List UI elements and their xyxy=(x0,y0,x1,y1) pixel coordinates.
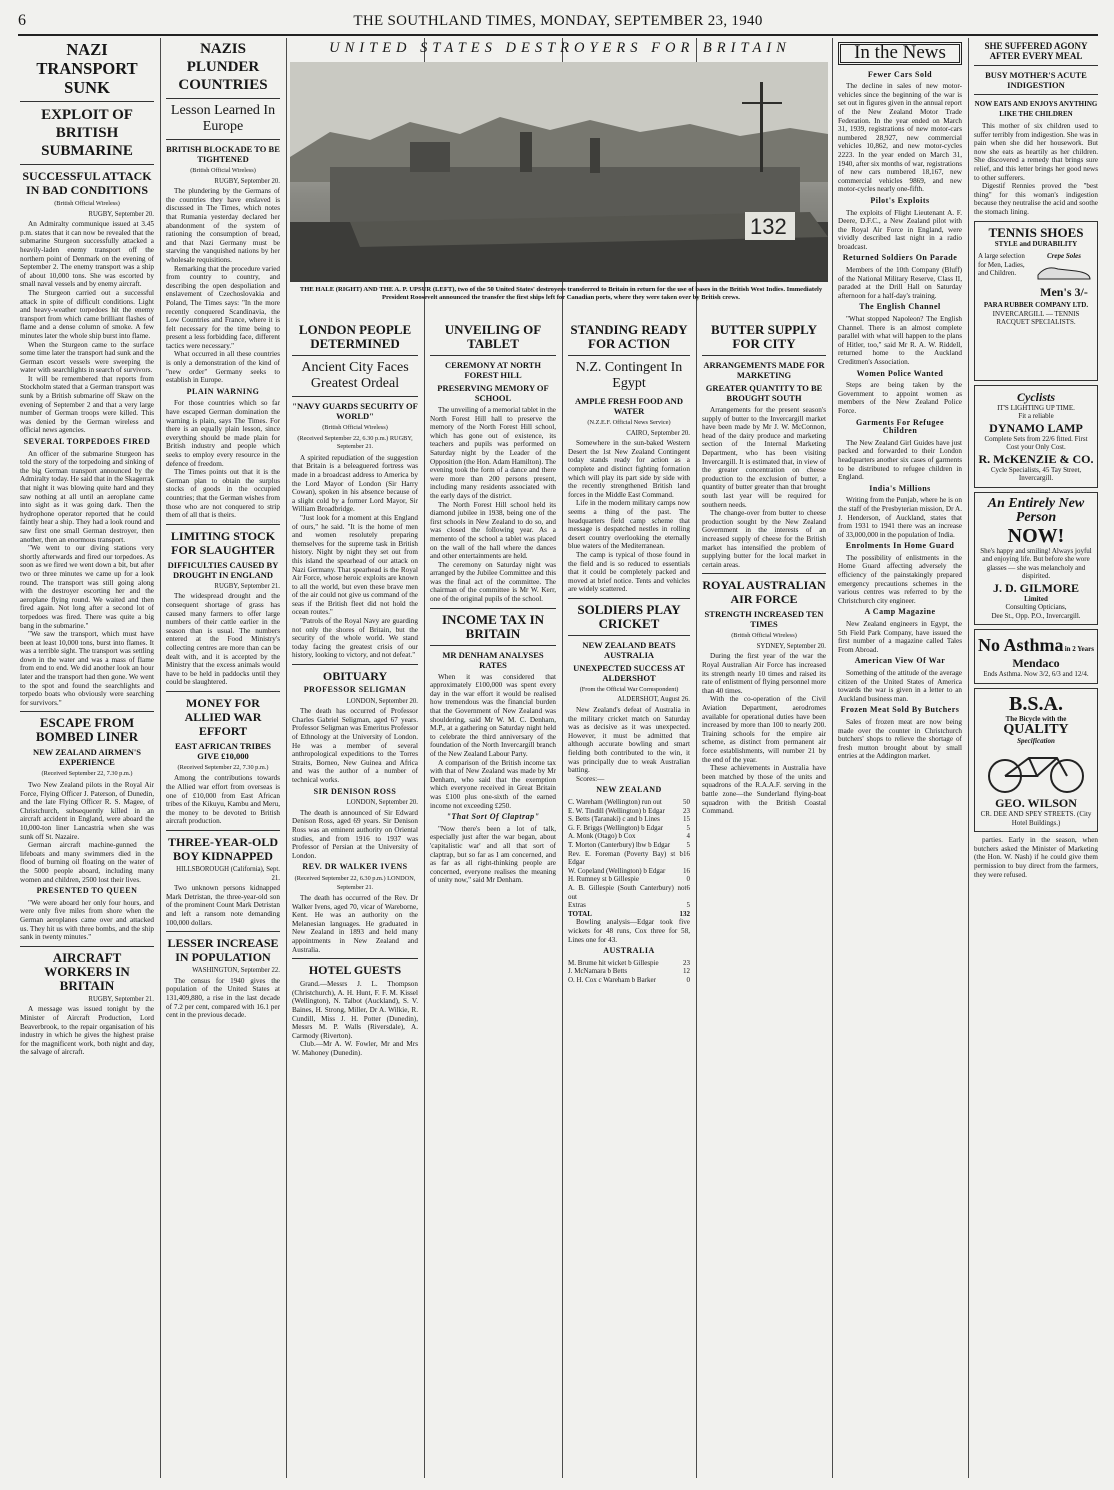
dateline: WASHINGTON, September 22. xyxy=(192,967,280,975)
headline: LESSER INCREASE IN POPULATION xyxy=(167,936,279,965)
headline: STANDING READY FOR ACTION xyxy=(570,322,688,351)
deck: CEREMONY AT NORTH FOREST HILL xyxy=(445,360,541,380)
score-row xyxy=(568,824,690,833)
batsman-runs: 6 xyxy=(686,883,690,892)
column-1 xyxy=(20,38,154,1478)
deck: EAST AFRICAN TRIBES GIVE £10,000 xyxy=(174,740,272,761)
paragraph: The North Forest Hill school held its diamond jubilee in 1938, being one of the first schools in New Zealand to do so, and was closed the following year. As a memento of the school a tablet was placed on the wall of the hall where the dances and other entertainments are held. xyxy=(430,500,556,561)
ad-text: The Bicycle with the xyxy=(1005,714,1067,723)
bicycle-icon xyxy=(981,746,1091,794)
paragraph: The exploits of Flight Lieutenant A. F. Deere, D.F.C., a New Zealand pilot with the Royal Air Force in England, were vividly described last night in a radio broadcast. xyxy=(838,208,962,251)
headline: LIMITING STOCK FOR SLAUGHTER xyxy=(170,528,276,557)
subhead: "That Sort Of Claptrap" xyxy=(446,812,540,822)
batsman-name: T. Morton (Canterbury) lbw b Edgar xyxy=(568,840,671,849)
paragraph: Bowling analysis—Edgar took five wickets for 48 runs, Cox three for 58, Lines one for 43. xyxy=(568,918,690,944)
optician-ad xyxy=(974,492,1098,626)
deck: UNEXPECTED SUCCESS AT ALDERSHOT xyxy=(573,662,685,683)
deck: STRENGTH INCREASED TEN TIMES xyxy=(704,609,824,630)
dateline: RUGBY, September 21. xyxy=(214,582,280,590)
batsman-runs: 5 xyxy=(686,823,690,832)
paragraph: With the co-operation of the Civil Aviation Department, aerodromes available for operational duties have been increased by more than 100 to nearly 200. Training schools for the empire air scheme, as distinct from permanent air force establishments, will number 21 by the end of the year. xyxy=(702,695,826,764)
paragraph: A spirited repudiation of the suggestion that Britain is a beleaguered fortress was made in a broadcast address to America by the Lord Mayor of London (Sir Harry Cowan), spoken in his absence because of a slight cold by a former Lord Mayor, Sir William Broadbridge. xyxy=(292,453,418,514)
batsman-runs: 0 xyxy=(686,875,690,884)
paragraph: Writing from the Punjab, where he is on the staff of the Presbyterian mission, Dr A. J. Henderson, of Auckland, states that from 1931 to 1941 there was an increase of 33,000,000 in the population of India. xyxy=(838,496,962,539)
ad-paragraph: This mother of six children used to suffer terribly from indigestion. She was in pain when she did her housework. But now she eats as heartily as her children. She discovered a remedy that brings sure relief, and this letter brings her good news to other sufferers. xyxy=(974,122,1098,182)
paragraph: "We were aboard her only four hours, and were only five miles from shore when the German aeroplanes came over and attacked us. They hit us with three bombs, and the ship sank in twenty minutes." xyxy=(20,898,154,942)
ad-text: Fit a reliable xyxy=(1018,412,1054,421)
paragraph: "What stopped Napoleon? The English Channel. There is an almost complete parallel with what will happen to the plans of Hitler, too," said Mr R. A. W. Riddell, returned home to the Auckland Creditmen's Association. xyxy=(838,315,962,366)
paragraph: Two unknown persons kidnapped Mark Detristan, the three-year-old son of the prominent Count Mark Detristan and left a ransom note demanding 100,000 dollars. xyxy=(166,884,280,927)
paragraph: The death has occurred of Professor Charles Gabriel Seligman, aged 67 years. Professor Seligman was Emeritus Professor of Ethnology at the University of London. He was a member of several anthropological expeditions to the Torres Straits, Borneo, New Guinea and Africa and was the author of a number of technical works. xyxy=(292,707,418,784)
subhead: A Camp Magazine xyxy=(864,607,936,617)
scorecard xyxy=(568,959,690,985)
masthead xyxy=(18,8,1098,36)
batsman-name: A. B. Gillespie (South Canterbury) not out xyxy=(568,883,687,901)
headline: LONDON PEOPLE DETERMINED xyxy=(298,322,412,351)
shoe-icon xyxy=(1036,261,1092,283)
batsman-runs: 16 xyxy=(683,866,690,875)
headline: NAZI TRANSPORT SUNK xyxy=(36,40,138,97)
subhead: American View Of War xyxy=(854,656,946,666)
ad-text: Limited xyxy=(1024,594,1048,603)
wire-credit: (British Official Wireless) xyxy=(54,200,120,207)
tennis-shoes-ad xyxy=(974,221,1098,381)
dateline: RUGBY, September 20. xyxy=(88,210,154,218)
subhead: Frozen Meat Sold By Butchers xyxy=(840,705,960,715)
paragraph: "We saw the transport, which must have been at least 10,000 tons, burst into flames. It was a terrible sight. The transport was settling down in the water and was a mass of flame from end to end. We did another look an hour later and the transport had then gone. We went to the spot and found the searchlights and torpedo boats who obviously were searching for survivors." xyxy=(20,630,154,707)
score-row xyxy=(568,959,690,968)
paragraph: "Just look for a moment at this England of ours," he said. "It is the home of men and women resolutely preparing themselves for the supreme task in British history. Night by night they set out from this island the spearhead of our attack on Nazi Germany. That spearhead is the Royal Air Force, whose heroic exploits are known to all the world, but even these brave men of the air could not give us command of the seas if the British fleet did not hold the ocean routes." xyxy=(292,513,418,617)
score-row xyxy=(568,850,690,867)
masthead-title: THE SOUTHLAND TIMES, MONDAY, SEPTEMBER 23, 1940 xyxy=(353,13,763,29)
headline: THREE-YEAR-OLD BOY KIDNAPPED xyxy=(167,835,278,864)
paragraph: "Patrols of the Royal Navy are guarding not only the shores of Britain, but the security of the whole world. We stand today facing the greatest crisis of our history, looking to victory, and not defeat." xyxy=(292,617,418,660)
column-2 xyxy=(166,38,280,1478)
batsman-runs: 12 xyxy=(683,967,690,976)
ad-price: Men's 3/- xyxy=(1040,285,1088,300)
scorecard xyxy=(568,798,690,910)
deck: PRESERVING MEMORY OF SCHOOL xyxy=(437,383,549,403)
batsman-runs: 15 xyxy=(683,815,690,824)
ad-company: R. McKENZIE & CO. xyxy=(978,451,1094,466)
paragraph: Members of the 10th Company (Bluff) of the National Military Reserve, Class II, paraded at the Drill Hall on Saturday afternoon for a half-day's training. xyxy=(838,266,962,300)
batsman-name: M. Brume hit wicket b Gillespie xyxy=(568,958,659,967)
headline: NAZIS PLUNDER COUNTRIES xyxy=(178,41,268,93)
paragraph: The census for 1940 gives the population of the United States at 131,409,880, a rise in the last decade of 7.2 per cent, compared with 16.1 per cent in the previous decade. xyxy=(166,976,280,1020)
paragraph: Something of the attitude of the average citizen of the United States of America towards the war is given in a letter to an Auckland business man. xyxy=(838,669,962,703)
paragraph: Life in the modern military camps now seems a thing of the past. The headquarters field camp scheme that message is despatched nestles in rolling desert country overlooking the eternally blue waters of the Mediterranean. xyxy=(568,499,690,551)
team-heading: AUSTRALIA xyxy=(603,946,655,956)
paragraph: New Zealand engineers in Egypt, the 5th Field Park Company, have issued the first number of a magazine called Tales From Abroad. xyxy=(838,620,962,654)
paragraph: Remarking that the procedure varied from country to country, and describing the open despoliation and enslavement of Czechoslovakia and Poland, The Times says: "In the more recently conquered Scandinavia, the Low Countries and France, where it is felt necessary for the time being to present a less forbidding face, different tactics were necessary." xyxy=(166,264,280,350)
paragraph: "Now there's been a lot of talk, especially just after the war began, about 'capitalistic war' and all that sort of claptrap, but so far as I am concerned, and as far as all right-thinking people are concerned, everyone realises the meaning of unity now," said Mr Denham. xyxy=(430,824,556,885)
paragraph: Arrangements for the present season's supply of butter to the Invercargill market have been made by Mr J. W. McConnon, head of the dairy produce and marketing section of the Internal Marketing Department, who has been visiting Invercargill. It is estimated that, in view of the greater concentration on cheese production to the exclusion of butter, a quantity of butter greater than that brought south last year will be required for southern needs. xyxy=(702,406,826,509)
ad-text: Complete Sets from 22/6 fitted. First Cost your Only Cost. xyxy=(984,434,1088,452)
subhead: SEVERAL TORPEDOES FIRED xyxy=(23,437,151,447)
total-value: 132 xyxy=(679,909,690,918)
dateline: ALDERSHOT, August 26. xyxy=(617,696,690,704)
batsman-name: C. Wareham (Wellington) run out xyxy=(568,798,662,806)
ad-subtitle: STYLE and DURABILITY xyxy=(994,239,1078,248)
dateline: (Received September 22, 6.30 p.m.) RUGBY, September 21. xyxy=(297,434,413,451)
ad-deck: NOW EATS AND ENJOYS ANYTHING LIKE THE CHILDREN xyxy=(974,100,1098,118)
batsman-runs: 0 xyxy=(686,975,690,984)
subhead: Women Police Wanted xyxy=(856,368,944,378)
batsman-name: G. F. Briggs (Wellington) b Edgar xyxy=(568,823,664,832)
batsman-runs: 4 xyxy=(686,832,690,841)
score-total xyxy=(568,910,690,919)
subhead: SIR DENISON ROSS xyxy=(313,786,397,796)
team-heading: NEW ZEALAND xyxy=(596,785,662,795)
headline: HOTEL GUESTS xyxy=(308,963,402,978)
paragraph: When the Sturgeon came to the surface some time later the transport had sunk and the German escort vessels were sweeping the water with searchlights in search of survivors. xyxy=(20,340,154,375)
ad-text: She's happy and smiling! Always joyful and enjoying life. But before she wore glasses — she was melancholy and dispirited. xyxy=(980,546,1092,581)
paragraph: Somewhere in the sun-baked Western Desert the 1st New Zealand Contingent today stands ready for action as a complete and distinct fighting formation which will play its part side by side with the recently strengthened British land forces in the Middle East Command. xyxy=(568,439,690,499)
ad-text: INVERCARGILL — TENNIS RACQUET SPECIALISTS. xyxy=(992,309,1080,327)
paragraph: The Times points out that it is the German plan to obtain the surplus stocks of goods in the occupied countries; that the German wishes from those who are not conquered to strip them of all that is theirs. xyxy=(166,468,280,520)
subhead: Garments For Refugee Children xyxy=(855,417,945,436)
batsman-name: O. H. Cox c Wareham b Barker xyxy=(568,975,656,984)
paragraph: parties. Early in the season, when butchers asked the Minister of Marketing (the Hon. W. Nash) if he could give them permission to buy direct from the farmers, they were refused. xyxy=(974,836,1098,879)
deck: AMPLE FRESH FOOD AND WATER xyxy=(575,396,683,416)
deck: ARRANGEMENTS MADE FOR MARKETING xyxy=(703,360,825,380)
wire-credit: (N.Z.E.F. Official News Service) xyxy=(587,419,671,426)
paragraph: Two New Zealand pilots in the Royal Air Force, Flying Officer J. Paterson, of Dunedin, and the late Flying Officer R. S. Magee, of Christchurch, subsequently killed in an aircraft accident in England, were aboard the 10,000-ton liner Lancastria when she was sunk off St. Nazaire. xyxy=(20,781,154,841)
subhead: REV. DR WALKER IVENS xyxy=(302,862,408,872)
column-rule xyxy=(832,38,833,1478)
ad-text: QUALITY xyxy=(1003,722,1069,738)
batsman-name: A. Monk (Otago) b Cox xyxy=(568,832,636,841)
ad-company: J. D. GILMORE xyxy=(992,580,1079,595)
headline: SOLDIERS PLAY CRICKET xyxy=(577,601,681,631)
headline: MONEY FOR ALLIED WAR EFFORT xyxy=(184,695,262,738)
subhead: The English Channel xyxy=(859,302,941,312)
paragraph: The death has occurred of the Rev. Dr Walker Ivens, aged 70, vicar of Wareborne, Kent. He was an authority on the Melanesian languages. He graduated in New Zealand in 1893 and held many appointments in New Zealand and Australia. xyxy=(292,894,418,954)
paragraph: An officer of the submarine Sturgeon has told the story of the torpedoing and sinking of the big German transport announced by the Admiralty today. He said that in the Skagerrak that night it was blowing quite hard and they saw nothing at all until an aeroplane came into sight as it was going dark. Then the hydrophone operator reported that he could faintly hear a ship. They had a look round and saw first one small German destroyer, then another, then an enormous transport. xyxy=(20,449,154,544)
ad-product: DYNAMO LAMP xyxy=(989,420,1083,435)
hull-number: 132 xyxy=(750,214,787,239)
subhead: Returned Soldiers On Parade xyxy=(842,253,958,263)
wire-credit: (From the Official War Correspondent) xyxy=(579,685,679,693)
subhead: India's Millions xyxy=(869,483,931,493)
paragraph: The camp is typical of those found in the field and is so reduced to essentials that it could be completely packed and moved at brief notice. Tents and vehicles are widely scattered. xyxy=(568,550,690,594)
ad-title: TENNIS SHOES xyxy=(988,224,1084,240)
paragraph: The death is announced of Sir Edward Denison Ross, aged 69 years. Sir Denison Ross was an eminent authority on Oriental studies, and from 1916 to 1937 was Professor of Persian at the University of London. xyxy=(292,808,418,860)
deck: NEW ZEALAND AIRMEN'S EXPERIENCE xyxy=(32,747,141,768)
ad-title: in 2 Years xyxy=(1064,645,1094,654)
paragraph: New Zealand's defeat of Australia in the military cricket match on Saturday was as decisive as it was unexpected. However, it must be admitted that although accurate bowling and smart fielding both contributed to the win, it was principally due to weak Australian batting. xyxy=(568,706,690,775)
paragraph: An Admiralty communique issued at 3.45 p.m. states that it can now be revealed that the submarine Sturgeon successfully attacked a heavily-laden enemy transport off the northern point of Denmark on the evening of September 2. The enemy transport was a ship of about 10,000 tons. She was escorted by small naval vessels and by enemy aircraft. xyxy=(20,220,154,289)
headline: INCOME TAX IN BRITAIN xyxy=(441,611,545,641)
dateline: RUGBY, September 21. xyxy=(88,995,154,1003)
batsman-runs: 16 xyxy=(683,849,690,858)
subhead: Enrolments In Home Guard xyxy=(845,541,955,551)
ad-title: Cyclists xyxy=(1017,389,1055,404)
headline: OBITUARY xyxy=(322,669,388,684)
batsman-runs: 50 xyxy=(683,798,690,806)
column-rule xyxy=(286,38,287,1478)
batsman-name: S. Betts (Taranaki) c and b Lines xyxy=(568,815,660,824)
ad-text: A large selection for Men, Ladies, and Children. xyxy=(978,252,1025,278)
headline: ROYAL AUSTRALIAN AIR FORCE xyxy=(702,578,826,607)
total-label: TOTAL xyxy=(568,909,592,918)
paragraph: "We went to our diving stations very shortly afterwards and fired our torpedoes. As soon as we fired we went down a bit, but after two or three minutes we came up for a look round. The transport was still going along with the destroyer escorting her and the aeroplane flying round. We waited and then fired again. Not long after a second lot of torpedoes was fired. There was quite a big bang in the submarine." xyxy=(20,544,154,630)
batsman-name: H. Rumney st b Gillespie xyxy=(568,875,639,884)
column-rule xyxy=(968,38,969,1478)
dynamo-lamp-ad xyxy=(974,385,1098,488)
subheadline: N.Z. Contingent In Egypt xyxy=(575,360,683,391)
score-row xyxy=(568,884,690,901)
paragraph: For those countries which so far have escaped German domination the warning is plain, says The Times. For there is an equally plain lesson, since everything should be made plain for British industry and people which seeks to employ every resource in the defence of freedom. xyxy=(166,399,280,468)
deck: DIFFICULTIES CAUSED BY DROUGHT IN ENGLAND xyxy=(167,559,279,580)
photo-caption: THE HALE (RIGHT) AND THE A. P. UPSUR (LEFT), two of the 50 United States' destroyers transferred to Britain in return for the use of bases in the British West Indies. Immediately President Roosevelt announced the transfer the first ships left for Canadian ports, where they were taken over by British crews. xyxy=(299,286,823,301)
ad-text: CR. DEE AND SPEY STREETS. (City Hotel Buildings.) xyxy=(980,810,1092,827)
paragraph: A message was issued tonight by the Minister of Aircraft Production, Lord Beaverbrook, to the repair organisation of his industry in which he gives the highest praise for the magnificent work, both night and day, the salvage of aircraft. xyxy=(20,1005,154,1057)
score-row xyxy=(568,807,690,816)
photo-banner: UNITED STATES DESTROYERS FOR BRITAIN xyxy=(329,40,791,56)
subhead: PLAIN WARNING xyxy=(186,386,260,396)
paragraph: A comparison of the British income tax with that of New Zealand was made by Mr Denham, who said that the exemption which everyone received in Great Britain was £100 plus one-sixth of the earned income not exceeding £250. xyxy=(430,758,556,810)
score-row xyxy=(568,798,690,807)
dateline: LONDON, September 20. xyxy=(346,799,418,807)
bsa-bicycle-ad xyxy=(974,688,1098,833)
batsman-name: W. Copeland (Wellington) b Edgar xyxy=(568,866,666,875)
paragraph: It will be remembered that reports from Stockholm stated that a German transport was sunk by a British submarine off Skaw on the evening of September 2 and that a very large number of German troops were killed. This was denied by the German wireless and official news agencies. xyxy=(20,374,154,435)
column-6 xyxy=(702,320,826,1478)
batsman-name: E. W. Tindill (Wellington) b Edgar xyxy=(568,806,665,815)
deck: "NAVY GUARDS SECURITY OF WORLD" xyxy=(292,401,418,421)
dateline: SYDNEY, September 20. xyxy=(756,642,826,650)
paragraph: These achievements in Australia have been matched by those of the units and squadrons of the R.A.A.F. serving in the battle zone—the Sunderland flying-boat squadron with the British Coastal Command. xyxy=(702,764,826,816)
column-3 xyxy=(292,320,418,1478)
paragraph: When it was considered that approximately £100,000 was spent every day in the war effort it would be realised how tremendous was the financial burden that the Government of New Zealand was shouldering, said Mr W. M. C. Denham, M.P., at a gathering on Saturday night held to celebrate the third anniversary of the foundation of the North Invercargill branch of the New Zealand Labour Party. xyxy=(430,672,556,758)
ad-title: NOW! xyxy=(1007,524,1065,547)
ad-text: Specification xyxy=(1017,737,1055,746)
deck: MR DENHAM ANALYSES RATES xyxy=(442,649,544,670)
score-row xyxy=(568,815,690,824)
paragraph: The possibility of enlistments in the Home Guard affecting adversely the efficiency of the painstakingly prepared emergency precautions schemes in the various centres was referred to by the Christchurch city engineer. xyxy=(838,553,962,605)
paragraph: Grand.—Messrs J. L. Thompson (Christchurch), A. H. Hunt, F. F. M. Kissel (Wellington), N. Talbot (Auckland), S. V. Baines, H. Strong, Miller, Dr A. Wilkie, R. Cundill, Miss J. H. Potter (Dunedin), Messrs M. P. Walls (Riversdale), A. Carmody (Riverton). xyxy=(292,980,418,1040)
ad-subheadline: BUSY MOTHER'S ACUTE INDIGESTION xyxy=(985,70,1087,90)
deck: NEW ZEALAND BEATS AUSTRALIA xyxy=(582,639,676,660)
paragraph: Sales of frozen meat are now being made over the counter in Christchurch butchers' shops to relieve the shortage of fresh mutton brought about by small entries at the Addington market. xyxy=(838,717,962,761)
ad-title: B.S.A. xyxy=(1009,692,1063,715)
paragraph: During the first year of the war the Royal Australian Air Force has increased its strength nearly 10 times and raised its rate of enlistment of flying personnel more than 40 times. xyxy=(702,652,826,695)
asthma-ad xyxy=(974,629,1098,684)
score-row xyxy=(568,867,690,876)
ad-paragraph: Digestif Rennies proved the "best thing" for this woman's indigestion because they neutralise the acid and soothe the stomach lining. xyxy=(974,182,1098,216)
in-the-news-title: In the News xyxy=(838,42,962,65)
score-row xyxy=(568,967,690,976)
dateline: LONDON, September 20. xyxy=(346,697,418,705)
ad-text: Ends Asthma. Now 3/2, 6/3 and 12/4. xyxy=(983,670,1089,679)
column-8-ads xyxy=(974,38,1098,1478)
batsman-name: Rev. E. Foreman (Poverty Bay) st b Edgar xyxy=(568,849,683,867)
deck: SUCCESSFUL ATTACK IN BAD CONDITIONS xyxy=(22,169,152,197)
paragraph: The change-over from butter to cheese production sought by the New Zealand Government in the interests of an increased supply of cheese for the British market has intensified the problem of supplying butter for the local market in certain areas. xyxy=(702,509,826,569)
ad-company: GEO. WILSON xyxy=(995,796,1077,811)
dateline: CAIRO, September 20. xyxy=(626,429,690,437)
destroyer-photo xyxy=(290,62,828,282)
ad-text: IT'S LIGHTING UP TIME. xyxy=(997,403,1075,412)
destroyer-ship-image xyxy=(290,62,828,282)
ad-title: An Entirely New Person xyxy=(987,495,1085,525)
subhead: PRESENTED TO QUEEN xyxy=(36,886,138,896)
column-4 xyxy=(430,320,556,1478)
dateline: HILLSBOROUGH (California), Sept. 21. xyxy=(176,866,280,882)
paragraph: What occurred in all these countries is only a demonstration of the kind of "new order" Germany seeks to establish in Europe. xyxy=(166,350,280,385)
deck: GREATER QUANTITY TO BE BROUGHT SOUTH xyxy=(705,383,823,403)
batsman-name: J. McNamara b Betts xyxy=(568,967,628,976)
dateline: (Received September 22, 6.30 p.m.) LONDON, September 21. xyxy=(294,874,416,891)
paragraph: The decline in sales of new motor-vehicles since the beginning of the war is set out in figures given in the annual report of the New Zealand Motor Trade Federation. In the year ended on March 31, 1939, registrations of new motor-cars numbered 28,927, new commercial vehicles 10,862, and new motor-cycles 2223. In the year ended on March 31, 1940, after six months of war, registrations of new cars numbered 18,167, new commercial vehicles 9869, and new motor-cycles nearly one-fifth. xyxy=(838,82,962,194)
headline: AIRCRAFT WORKERS IN BRITAIN xyxy=(44,949,130,993)
subheadline: Lesson Learned In Europe xyxy=(170,103,276,134)
paragraph: German aircraft machine-gunned the lifeboats and many swimmers died in the flood of burning oil floating on the water of the 5000 people aboard, including many women and children, 2500 lost their lives. xyxy=(20,841,154,884)
column-rule xyxy=(160,38,161,1478)
score-row xyxy=(568,832,690,841)
ad-text: Cycle Specialists, 45 Tay Street, Invercargill. xyxy=(990,465,1082,483)
batsman-runs: 23 xyxy=(683,958,690,967)
paragraph: Club.—Mr A. W. Fowler, Mr and Mrs W. Mahoney (Dunedin). xyxy=(292,1040,418,1057)
paragraph: Among the contributions towards the Allied war effort from overseas is one of £10,000 from East African tribes of the Kikuyu, Kambu and Meru, the money to be devoted to British aircraft production. xyxy=(166,774,280,826)
dateline: (Received September 22, 7.30 p.m.) xyxy=(177,763,269,771)
ad-company: PARA RUBBER COMPANY LTD. xyxy=(983,301,1089,310)
paragraph: The Sturgeon carried out a successful attack in spite of difficult conditions. Light and heavy-weather torpedoes hit the enemy transport from which came brilliant flashes of flame and a dense column of smoke. A few minutes later the whole ship burst into flame. xyxy=(20,288,154,340)
wire-credit: (British Official Wireless) xyxy=(731,632,797,640)
score-row xyxy=(568,841,690,850)
paragraph: Steps are being taken by the Government to appoint women as members of the New Zealand Police Force. xyxy=(838,381,962,415)
ad-headline: SHE SUFFERED AGONY AFTER EVERY MEAL xyxy=(984,41,1088,61)
column-5 xyxy=(568,320,690,1478)
paragraph: Scores:— xyxy=(576,774,605,783)
paragraph: The ceremony on Saturday night was arranged by the Jubilee Committee and this was the final act of the committee. The chairman of the committee is Mr W. Kerr, one of the original pupils of the school. xyxy=(430,560,556,604)
ad-text: Consulting Opticians, xyxy=(1005,603,1067,612)
ad-text: Crepe Soles xyxy=(1046,252,1082,261)
column-7 xyxy=(838,38,962,1478)
headline: UNVEILING OF TABLET xyxy=(444,322,542,351)
batsman-name: Extras xyxy=(568,901,586,910)
ad-text: Dee St., Opp. P.O., Invercargill. xyxy=(991,611,1081,620)
headline: ESCAPE FROM BOMBED LINER xyxy=(35,715,139,745)
paragraph: The New Zealand Girl Guides have just packed and forwarded to their London headquarters another six cases of garments to be distributed to refugee children in England. xyxy=(838,438,962,482)
batsman-runs: 5 xyxy=(686,840,690,849)
paragraph: The plundering by the Germans of the countries they have enslaved is discussed in The Times, which notes that Rumania yesterday declared her abandonment of the system of rationing the consumption of bread, and that Nazi Germany must be starving the vanquished nations by her wholesale requisitions. xyxy=(166,187,280,264)
wire-credit: (British Official Wireless) xyxy=(190,167,256,174)
score-row xyxy=(568,901,690,910)
ad-title: No Asthma xyxy=(978,635,1064,656)
batsman-runs: 5 xyxy=(686,901,690,910)
score-row xyxy=(568,875,690,884)
deck: BRITISH BLOCKADE TO BE TIGHTENED xyxy=(166,144,280,164)
wire-credit: (British Official Wireless) xyxy=(322,424,388,431)
subhead: PROFESSOR SELIGMAN xyxy=(303,685,407,695)
subhead: Fewer Cars Sold xyxy=(867,69,933,79)
dateline: (Received September 22, 7.30 p.m.) xyxy=(41,770,133,778)
dateline: RUGBY, September 20. xyxy=(214,177,280,185)
subheadline: Ancient City Faces Greatest Ordeal xyxy=(301,360,409,391)
subhead: Pilot's Exploits xyxy=(870,195,930,205)
batsman-runs: 23 xyxy=(683,806,690,815)
subheadline: EXPLOIT OF BRITISH SUBMARINE xyxy=(41,107,133,159)
ad-product: Mendaco xyxy=(1012,656,1060,671)
headline: BUTTER SUPPLY FOR CITY xyxy=(710,322,818,351)
paragraph: The widespread drought and the consequent shortage of grass has caused many farmers to offer large numbers of their cattle earlier in the season than is usual. The numbers entered at the Food Ministry's collecting centres are more than can be dealt with, and it is accepted by the Ministry that the excess animals would have to be held in paddocks until they could be slaughtered. xyxy=(166,592,280,687)
paragraph: The unveiling of a memorial tablet in the North Forest Hill hall to preserve the memory of the North Forest Hill school, which has gone out of existence, its teachers and pupils was performed on Saturday night by the Leader of the Opposition (the Hon. Adam Hamilton). The evening took the form of a dance and there were more than 200 persons present, including many residents associated with the early days of the district. xyxy=(430,406,556,500)
page-number: 6 xyxy=(18,12,27,29)
score-row xyxy=(568,976,690,985)
